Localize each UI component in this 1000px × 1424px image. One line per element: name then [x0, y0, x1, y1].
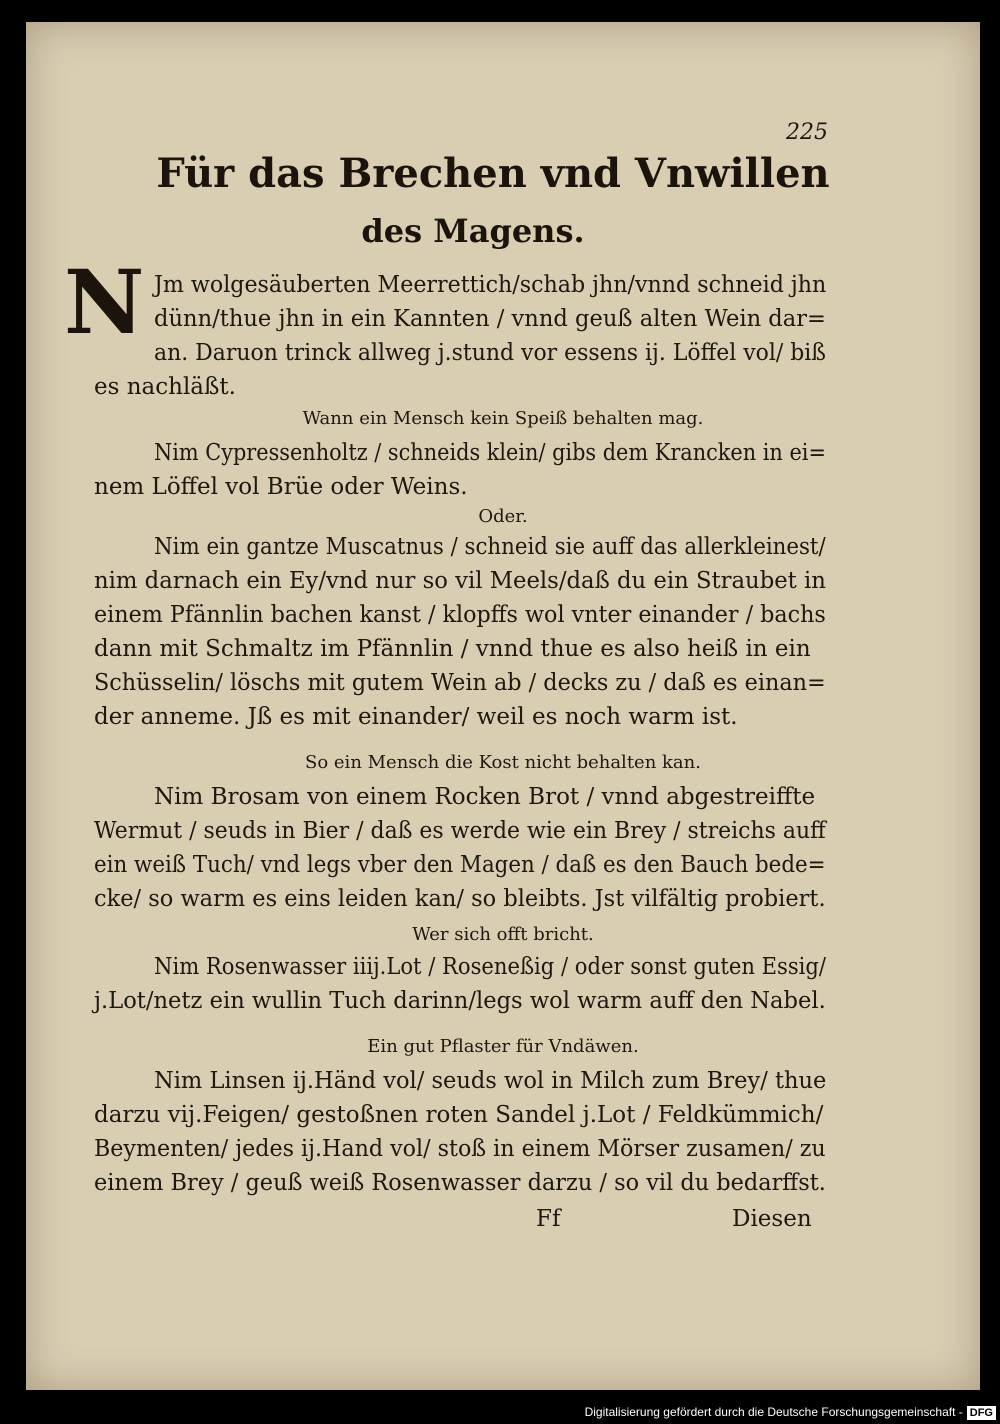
- text-line: Nim ein gantze Muscatnus / schneid sie auff das allerkleinest/: [154, 534, 826, 560]
- text-line: j.Lot/netz ein wullin Tuch darinn/legs wol warm auff den Nabel.: [94, 988, 826, 1014]
- text-line: Beymenten/ jedes ij.Hand vol/ stoß in einem Mörser zusamen/ zu: [94, 1136, 826, 1162]
- funding-footer: [585, 1402, 996, 1422]
- text-line: nim darnach ein Ey/vnd nur so vil Meels/daß du ein Straubet in: [94, 568, 826, 594]
- section-heading: Ein gut Pflaster für Vndäwen.: [367, 1036, 639, 1057]
- text-line: Schüsselin/ löschs mit gutem Wein ab / decks zu / daß es einan=: [94, 670, 826, 696]
- catchword: Diesen: [732, 1206, 812, 1232]
- signature-mark: Ff: [536, 1206, 561, 1232]
- text-line: darzu vij.Feigen/ gestoßnen roten Sandel j.Lot / Feldkümmich/: [94, 1102, 824, 1128]
- text-line: dann mit Schmaltz im Pfännlin / vnnd thue es also heiß in ein: [94, 636, 811, 662]
- chapter-title-line-2: des Magens.: [361, 212, 585, 250]
- section-heading: So ein Mensch die Kost nicht behalten kan.: [305, 752, 701, 773]
- text-line: Nim Brosam von einem Rocken Brot / vnnd abgestreiffte: [154, 784, 816, 810]
- text-line: einem Pfännlin bachen kanst / klopffs wol vnter einander / bachs: [94, 602, 826, 628]
- text-line: der anneme. Jß es mit einander/ weil es noch warm ist.: [94, 704, 738, 730]
- text-line: Nim Rosenwasser iiij.Lot / Roseneßig / oder sonst guten Essig/: [154, 954, 827, 980]
- section-heading: Wann ein Mensch kein Speiß behalten mag.: [302, 408, 704, 429]
- text-line: dünn/thue jhn in ein Kannten / vnnd geuß alten Wein dar=: [154, 306, 826, 332]
- dfg-logo: DFG: [967, 1406, 996, 1420]
- section-heading: Wer sich offt bricht.: [412, 924, 594, 945]
- text-line: Nim Linsen ij.Händ vol/ seuds wol in Milch zum Brey/ thue: [154, 1068, 827, 1094]
- text-line: Jm wolgesäuberten Meerrettich/schab jhn/vnnd schneid jhn: [154, 272, 827, 298]
- text-line: ein weiß Tuch/ vnd legs vber den Magen / daß es den Bauch bede=: [94, 852, 826, 878]
- page-number: 225: [786, 120, 828, 145]
- text-line: an. Daruon trinck allweg j.stund vor essens ij. Löffel vol/ biß: [154, 340, 826, 366]
- section-heading: Oder.: [478, 506, 528, 527]
- text-line: cke/ so warm es eins leiden kan/ so bleibts. Jst vilfältig probiert.: [94, 886, 826, 912]
- text-line: einem Brey / geuß weiß Rosenwasser darzu / so vil du bedarffst.: [94, 1170, 826, 1196]
- text-line: es nachläßt.: [94, 374, 236, 400]
- footer-text: Digitalisierung gefördert durch die Deutsche Forschungsgemeinschaft -: [584, 1405, 963, 1419]
- text-line: Nim Cypressenholtz / schneids klein/ gibs dem Krancken in ei=: [154, 440, 826, 466]
- text-line: nem Löffel vol Brüe oder Weins.: [94, 474, 468, 500]
- drop-cap: N: [64, 250, 145, 354]
- book-page: [26, 22, 980, 1390]
- chapter-title-line-1: Für das Brechen vnd Vnwillen: [156, 150, 830, 197]
- text-line: Wermut / seuds in Bier / daß es werde wie ein Brey / streichs auff: [94, 818, 826, 844]
